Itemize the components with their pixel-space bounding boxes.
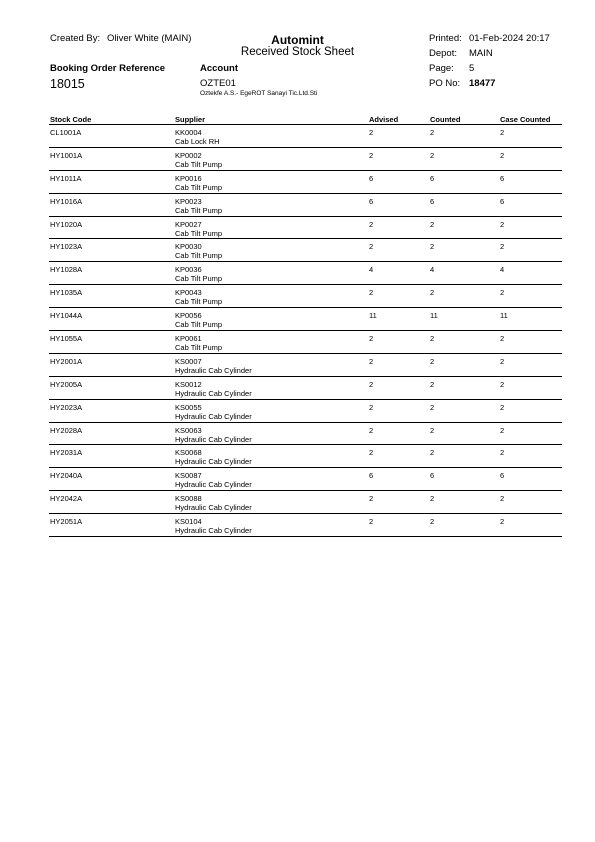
supplier-code: KK0004 — [175, 128, 202, 137]
supplier-cell — [175, 448, 252, 466]
table-row — [49, 285, 562, 308]
item-description: Cab Tilt Pump — [175, 343, 223, 353]
stock-code: HY2042A — [50, 494, 83, 504]
table-row — [49, 400, 562, 423]
stock-code: HY2028A — [50, 425, 83, 435]
page-label: Page: — [429, 63, 454, 74]
supplier-code: KS0063 — [175, 425, 202, 435]
column-header-counted: Counted — [430, 115, 461, 124]
case-counted-qty: 2 — [500, 356, 505, 366]
supplier-code: KS0088 — [175, 494, 202, 504]
supplier-cell — [175, 311, 222, 329]
supplier-cell — [175, 151, 222, 169]
column-header-supplier: Supplier — [175, 115, 206, 124]
item-description: Hydraulic Cab Cylinder — [175, 457, 252, 467]
item-description: Hydraulic Cab Cylinder — [175, 480, 252, 490]
case-counted-qty: 2 — [500, 402, 505, 412]
stock-code: HY2040A — [50, 471, 83, 481]
supplier-code: KP0016 — [175, 173, 202, 183]
supplier-cell — [175, 380, 252, 398]
table-row — [49, 445, 562, 468]
item-description: Cab Tilt Pump — [175, 182, 223, 192]
case-counted-qty: 2 — [500, 379, 505, 389]
case-counted-qty: 6 — [500, 173, 505, 183]
item-description: Cab Lock RH — [175, 137, 220, 146]
advised-qty: 6 — [369, 471, 374, 481]
account-name: Oztekfe A.S.- EgeROT Sanayi Tic.Ltd.Sti — [200, 90, 318, 97]
advised-qty: 2 — [369, 448, 374, 458]
item-description: Hydraulic Cab Cylinder — [175, 503, 252, 513]
item-description: Cab Tilt Pump — [175, 205, 223, 215]
counted-qty: 2 — [430, 288, 435, 298]
stock-table — [0, 125, 595, 537]
case-counted-qty: 2 — [500, 448, 505, 458]
counted-qty: 2 — [430, 150, 435, 160]
supplier-cell — [175, 403, 252, 421]
table-row — [49, 491, 562, 514]
stock-code: HY2005A — [50, 379, 83, 389]
supplier-cell — [175, 128, 220, 146]
depot-label: Depot: — [429, 48, 457, 59]
supplier-cell — [175, 197, 222, 215]
company-name: Automint — [271, 33, 324, 47]
advised-qty: 4 — [369, 265, 374, 275]
case-counted-qty: 2 — [500, 334, 505, 344]
supplier-code: KP0043 — [175, 288, 202, 298]
case-counted-qty: 2 — [500, 517, 505, 527]
advised-qty: 2 — [369, 288, 374, 298]
item-description: Cab Tilt Pump — [175, 228, 223, 238]
po-label: PO No: — [429, 78, 461, 89]
stock-code: HY1044A — [50, 311, 83, 321]
case-counted-qty: 2 — [500, 288, 505, 298]
supplier-code: KP0030 — [175, 242, 202, 252]
counted-qty: 2 — [430, 128, 435, 137]
stock-code: HY1023A — [50, 242, 83, 252]
supplier-code: KP0036 — [175, 265, 202, 275]
counted-qty: 2 — [430, 242, 435, 252]
stock-code: HY1020A — [50, 219, 83, 229]
stock-code: CL1001A — [50, 128, 82, 137]
case-counted-qty: 4 — [500, 265, 505, 275]
table-row — [49, 262, 562, 285]
item-description: Hydraulic Cab Cylinder — [175, 434, 252, 444]
page-value: 5 — [469, 63, 475, 74]
po-value: 18477 — [469, 78, 496, 89]
supplier-code: KP0061 — [175, 334, 202, 344]
advised-qty: 6 — [369, 196, 374, 206]
stock-code: HY2023A — [50, 402, 83, 412]
advised-qty: 2 — [369, 379, 374, 389]
supplier-cell — [175, 357, 252, 375]
supplier-cell — [175, 174, 222, 192]
case-counted-qty: 2 — [500, 128, 505, 137]
booking-ref-value: 18015 — [50, 77, 85, 91]
stock-code: HY1011A — [50, 173, 82, 183]
table-row — [49, 148, 562, 171]
case-counted-qty: 2 — [500, 425, 505, 435]
counted-qty: 6 — [430, 196, 435, 206]
advised-qty: 2 — [369, 128, 374, 137]
item-description: Cab Tilt Pump — [175, 251, 223, 261]
supplier-code: KS0087 — [175, 471, 202, 481]
counted-qty: 2 — [430, 379, 435, 389]
table-row — [49, 217, 562, 240]
item-description: Cab Tilt Pump — [175, 297, 223, 307]
counted-qty: 2 — [430, 448, 435, 458]
advised-qty: 2 — [369, 219, 374, 229]
booking-ref-label: Booking Order Reference — [50, 63, 166, 74]
supplier-code: KS0055 — [175, 402, 202, 412]
item-description: Hydraulic Cab Cylinder — [175, 365, 252, 375]
table-row — [49, 308, 562, 331]
case-counted-qty: 6 — [500, 471, 505, 481]
supplier-cell — [175, 220, 222, 238]
column-header-advised: Advised — [369, 115, 399, 124]
supplier-code: KP0002 — [175, 150, 202, 160]
table-row — [49, 354, 562, 377]
case-counted-qty: 2 — [500, 150, 505, 160]
account-label: Account — [200, 63, 238, 74]
counted-qty: 2 — [430, 356, 435, 366]
table-row — [49, 423, 562, 446]
stock-code: HY2031A — [50, 448, 83, 458]
supplier-cell — [175, 471, 252, 489]
created-by-value: Oliver White (MAIN) — [107, 33, 192, 44]
column-header-stock-code: Stock Code — [50, 115, 92, 124]
table-row — [49, 514, 562, 537]
counted-qty: 2 — [430, 402, 435, 412]
table-row — [49, 171, 562, 194]
item-description: Hydraulic Cab Cylinder — [175, 388, 252, 398]
stock-code: HY1001A — [50, 150, 83, 160]
column-header-case-counted: Case Counted — [500, 115, 551, 124]
advised-qty: 6 — [369, 173, 374, 183]
item-description: Hydraulic Cab Cylinder — [175, 526, 252, 536]
printed-value: 01-Feb-2024 20:17 — [469, 33, 550, 44]
counted-qty: 6 — [430, 471, 435, 481]
advised-qty: 2 — [369, 150, 374, 160]
supplier-cell — [175, 242, 222, 260]
item-description: Cab Tilt Pump — [175, 274, 223, 284]
case-counted-qty: 6 — [500, 196, 505, 206]
depot-value: MAIN — [469, 48, 493, 59]
printed-label: Printed: — [429, 33, 462, 44]
case-counted-qty: 2 — [500, 219, 505, 229]
table-row — [49, 194, 562, 217]
item-description: Cab Tilt Pump — [175, 320, 223, 330]
advised-qty: 2 — [369, 425, 374, 435]
case-counted-qty: 11 — [500, 311, 508, 321]
counted-qty: 2 — [430, 494, 435, 504]
table-row — [49, 468, 562, 491]
supplier-code: KP0027 — [175, 219, 202, 229]
table-row — [49, 239, 562, 262]
supplier-code: KS0012 — [175, 379, 202, 389]
counted-qty: 6 — [430, 173, 435, 183]
supplier-cell — [175, 517, 252, 535]
supplier-code: KS0104 — [175, 517, 202, 527]
stock-code: HY2051A — [50, 517, 83, 527]
stock-code: HY2001A — [50, 356, 83, 366]
table-row — [49, 125, 562, 148]
counted-qty: 2 — [430, 517, 435, 527]
stock-code: HY1035A — [50, 288, 83, 298]
advised-qty: 2 — [369, 356, 374, 366]
account-value: OZTE01 — [200, 78, 236, 89]
advised-qty: 2 — [369, 402, 374, 412]
page-title: Received Stock Sheet — [240, 46, 355, 58]
supplier-code: KP0023 — [175, 196, 202, 206]
case-counted-qty: 2 — [500, 494, 505, 504]
supplier-code: KS0068 — [175, 448, 202, 458]
created-by-label: Created By: — [50, 33, 101, 44]
advised-qty: 2 — [369, 334, 374, 344]
supplier-cell — [175, 334, 222, 352]
advised-qty: 2 — [369, 517, 374, 527]
supplier-code: KS0007 — [175, 356, 202, 366]
item-description: Hydraulic Cab Cylinder — [175, 411, 252, 421]
counted-qty: 2 — [430, 334, 435, 344]
advised-qty: 2 — [369, 242, 374, 252]
supplier-cell — [175, 288, 222, 306]
counted-qty: 2 — [430, 219, 435, 229]
counted-qty: 4 — [430, 265, 435, 275]
advised-qty: 2 — [369, 494, 374, 504]
supplier-cell — [175, 265, 222, 283]
counted-qty: 2 — [430, 425, 435, 435]
advised-qty: 11 — [369, 311, 377, 321]
table-row — [49, 377, 562, 400]
supplier-cell — [175, 426, 252, 444]
stock-code: HY1028A — [50, 265, 83, 275]
table-row — [49, 331, 562, 354]
counted-qty: 11 — [430, 311, 438, 321]
case-counted-qty: 2 — [500, 242, 505, 252]
item-description: Cab Tilt Pump — [175, 159, 223, 169]
supplier-code: KP0056 — [175, 311, 202, 321]
supplier-cell — [175, 494, 252, 512]
stock-code: HY1055A — [50, 334, 83, 344]
stock-code: HY1016A — [50, 196, 83, 206]
